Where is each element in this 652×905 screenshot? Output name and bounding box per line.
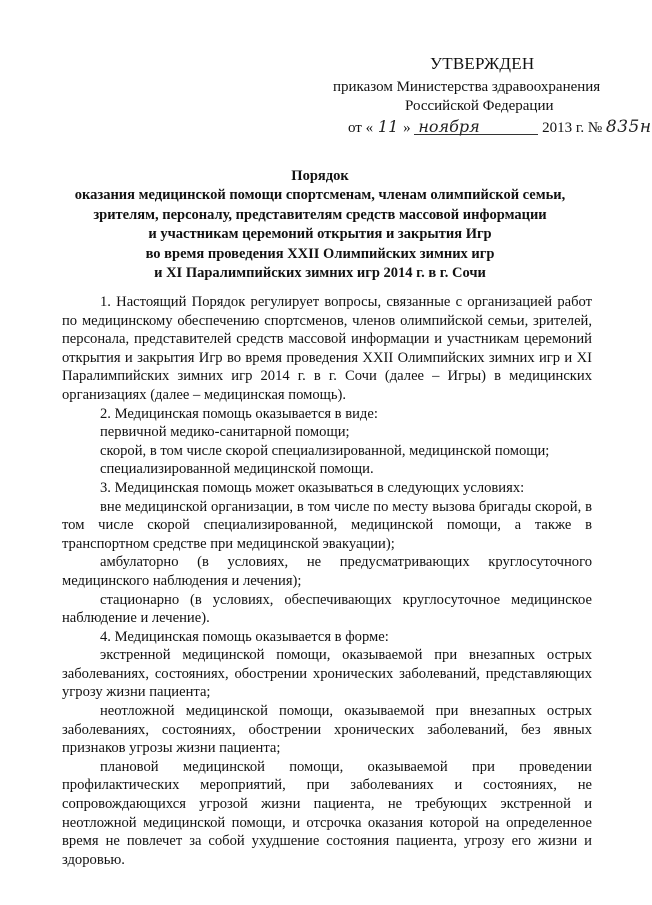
list-item: экстренной медицинской помощи, оказываемой при внезапных острых заболеваниях, состояниях, обострении хронических заболеваний, представляющих угрозу жизни пациента; <box>62 647 592 701</box>
handwritten-order-number: 835н <box>605 117 652 137</box>
list-item: амбулаторно (в условиях, не предусматривающих круглосуточного медицинского наблюдения и лечения); <box>62 554 592 589</box>
list-item: неотложной медицинской помощи, оказываемой при внезапных острых заболеваниях, состояниях, обострении хронических заболеваний, без явных признаков угрозы жизни пациента; <box>62 703 592 757</box>
list-item: плановой медицинской помощи, оказываемой при проведении профилактических мероприятий, при заболеваниях и состояниях, не сопровождающихся угрозой жизни пациента, не требующих экстренной и неотложной медицинской помощи, и отсрочка оказания которой на определенное время не повлечет за собой ухудшение состояния пациента, угрозу его жизни и здоровью. <box>62 758 592 868</box>
list-item: первичной медико-санитарной помощи; <box>100 424 350 441</box>
paragraph-1: 1. Настоящий Порядок регулирует вопросы, связанные с организацией работ по медицинскому обеспечению спортсменов, членов олимпийской семьи, зрителей, персонала, представителей средств массовой информации и участникам церемоний открытия и закрытия Игр во время проведения XXII Олимпийских зимних игр и XI Паралимпийских зимних игр 2014 г. в г. Сочи (далее – Игры) в медицинских организациях (далее – медицинская помощь). <box>62 294 592 403</box>
list-item: вне медицинской организации, в том числе по месту вызова бригады скорой, в том числе скорой специализированной, медицинской помощи, а также в транспортном средстве при медицинской эвакуации); <box>62 498 592 552</box>
order-date-line <box>348 117 652 137</box>
approved-heading: УТВЕРЖДЕН <box>430 54 535 73</box>
paragraph-2: 2. Медицинская помощь оказывается в виде: <box>100 405 378 422</box>
paragraph-3: 3. Медицинская помощь может оказываться в следующих условиях: <box>100 479 525 496</box>
date-quote-close: » <box>403 120 411 136</box>
date-year: 2013 г. № <box>542 120 603 136</box>
title-line: зрителям, персоналу, представителям средств массовой информации <box>93 206 547 223</box>
paragraph-4: 4. Медицинская помощь оказывается в форме: <box>100 628 389 645</box>
handwritten-day: 11 <box>377 117 399 136</box>
title-line: оказания медицинской помощи спортсменам, членам олимпийской семьи, <box>74 187 566 204</box>
list-item: скорой, в том числе скорой специализированной, медицинской помощи; <box>100 442 550 459</box>
order-country-line: Российской Федерации <box>405 98 554 114</box>
document-body <box>62 293 592 869</box>
title-line: Порядок <box>291 168 349 184</box>
list-item: стационарно (в условиях, обеспечивающих круглосуточное медицинское наблюдение и лечение). <box>62 591 592 627</box>
document-title <box>40 167 600 283</box>
title-line: и XI Паралимпийских зимних игр 2014 г. в г. Сочи <box>154 265 486 282</box>
order-issuer-line: приказом Министерства здравоохранения <box>333 79 601 95</box>
date-prefix: от « <box>348 120 374 136</box>
title-line: во время проведения XXII Олимпийских зимних игр <box>145 245 495 262</box>
handwritten-month: ноября <box>414 119 538 135</box>
list-item: специализированной медицинской помощи. <box>100 461 374 478</box>
title-line: и участникам церемоний открытия и закрытия Игр <box>148 226 492 243</box>
